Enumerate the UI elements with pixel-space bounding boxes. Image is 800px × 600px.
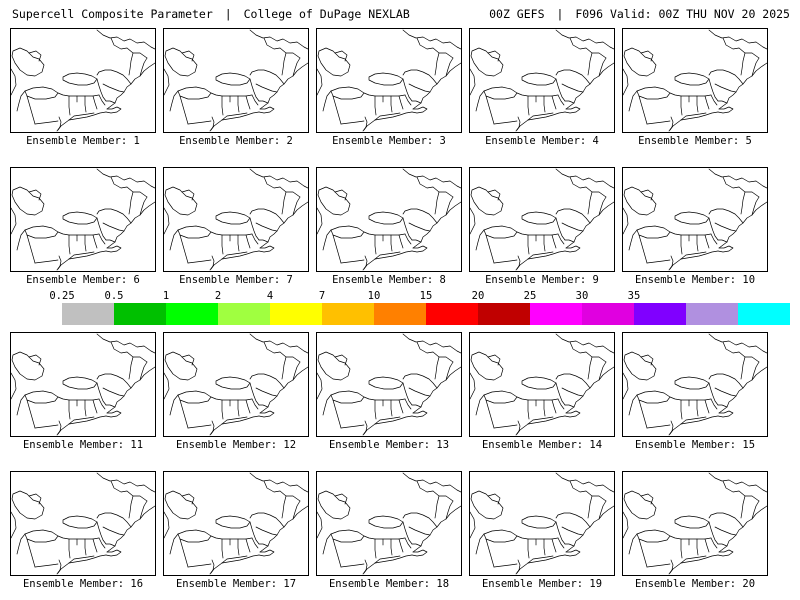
colorbar-segment	[686, 303, 738, 325]
ensemble-map[interactable]	[10, 28, 156, 133]
ensemble-panel-caption: Ensemble Member: 20	[634, 578, 756, 590]
header-left-text	[12, 6, 410, 22]
colorbar-segment	[166, 303, 218, 325]
ensemble-panel-caption: Ensemble Member: 1	[26, 135, 140, 147]
ensemble-map[interactable]	[10, 167, 156, 272]
ensemble-map[interactable]	[622, 28, 768, 133]
ensemble-map[interactable]	[316, 471, 462, 576]
ensemble-map[interactable]	[10, 471, 156, 576]
ensemble-panel-caption: Ensemble Member: 17	[175, 578, 297, 590]
header-separator-1: |	[224, 7, 232, 21]
ensemble-panel-caption: Ensemble Member: 19	[481, 578, 603, 590]
model-run-label: 00Z GEFS	[489, 7, 545, 21]
colorbar-tick-label: 0.25	[49, 290, 75, 302]
header-right-text	[489, 6, 790, 22]
ensemble-panel-caption: Ensemble Member: 16	[22, 578, 144, 590]
colorbar-segment	[62, 303, 114, 325]
ensemble-panel-caption: Ensemble Member: 12	[175, 439, 297, 451]
ensemble-map[interactable]	[316, 167, 462, 272]
ensemble-panel-caption: Ensemble Member: 6	[26, 274, 140, 286]
ensemble-panel-caption: Ensemble Member: 3	[332, 135, 446, 147]
colorbar-segment	[218, 303, 270, 325]
ensemble-panel-caption: Ensemble Member: 15	[634, 439, 756, 451]
parameter-title: Supercell Composite Parameter	[12, 7, 213, 21]
colorbar-tick-label: 20	[471, 290, 485, 302]
ensemble-map[interactable]	[622, 471, 768, 576]
colorbar-segment	[738, 303, 790, 325]
colorbar-tick-label: 4	[266, 290, 274, 302]
ensemble-panel-caption: Ensemble Member: 11	[22, 439, 144, 451]
ensemble-map[interactable]	[163, 28, 309, 133]
ensemble-map[interactable]	[316, 332, 462, 437]
colorbar-tick-label: 10	[367, 290, 381, 302]
valid-label: Valid:	[609, 7, 652, 21]
ensemble-map[interactable]	[469, 471, 615, 576]
ensemble-panel-caption: Ensemble Member: 8	[332, 274, 446, 286]
ensemble-panel-caption: Ensemble Member: 9	[485, 274, 599, 286]
ensemble-panel-caption: Ensemble Member: 13	[328, 439, 450, 451]
ensemble-panel-caption: Ensemble Member: 2	[179, 135, 293, 147]
colorbar-segment	[426, 303, 478, 325]
forecast-hour-label: F096	[575, 7, 604, 21]
ensemble-map[interactable]	[622, 332, 768, 437]
ensemble-map[interactable]	[469, 332, 615, 437]
colorbar-segment	[10, 303, 62, 325]
colorbar-segment	[582, 303, 634, 325]
colorbar-segment	[270, 303, 322, 325]
ensemble-map[interactable]	[163, 332, 309, 437]
valid-time-label: 00Z THU NOV 20 2025	[658, 7, 790, 21]
colorbar-tick-label: 1	[162, 290, 170, 302]
colorbar-tick-label: 2	[214, 290, 222, 302]
ensemble-map[interactable]	[469, 167, 615, 272]
colorbar-segment	[374, 303, 426, 325]
ensemble-panel-caption: Ensemble Member: 14	[481, 439, 603, 451]
header-separator-2: |	[556, 7, 564, 21]
colorbar-tick-label: 15	[419, 290, 433, 302]
ensemble-map[interactable]	[163, 167, 309, 272]
ensemble-panel-caption: Ensemble Member: 18	[328, 578, 450, 590]
colorbar-tick-labels	[10, 290, 790, 303]
figure-header	[0, 6, 800, 22]
ensemble-panel-caption: Ensemble Member: 5	[638, 135, 752, 147]
colorbar-segment	[530, 303, 582, 325]
colorbar-tick-label: 30	[575, 290, 589, 302]
colorbar-segment	[114, 303, 166, 325]
colorbar	[10, 290, 790, 325]
ensemble-map[interactable]	[10, 332, 156, 437]
colorbar-tick-label: 35	[627, 290, 641, 302]
ensemble-panel-caption: Ensemble Member: 10	[634, 274, 756, 286]
ensemble-map[interactable]	[622, 167, 768, 272]
ensemble-panel-caption: Ensemble Member: 7	[179, 274, 293, 286]
ensemble-panel-caption: Ensemble Member: 4	[485, 135, 599, 147]
ensemble-map[interactable]	[163, 471, 309, 576]
colorbar-segment	[478, 303, 530, 325]
source-label: College of DuPage NEXLAB	[243, 7, 410, 21]
ensemble-map[interactable]	[316, 28, 462, 133]
colorbar-segment	[634, 303, 686, 325]
colorbar-tick-label: 25	[523, 290, 537, 302]
colorbar-tick-label: 7	[318, 290, 326, 302]
ensemble-map[interactable]	[469, 28, 615, 133]
colorbar-color-strip	[10, 303, 790, 325]
colorbar-tick-label: 0.5	[104, 290, 124, 302]
colorbar-segment	[322, 303, 374, 325]
